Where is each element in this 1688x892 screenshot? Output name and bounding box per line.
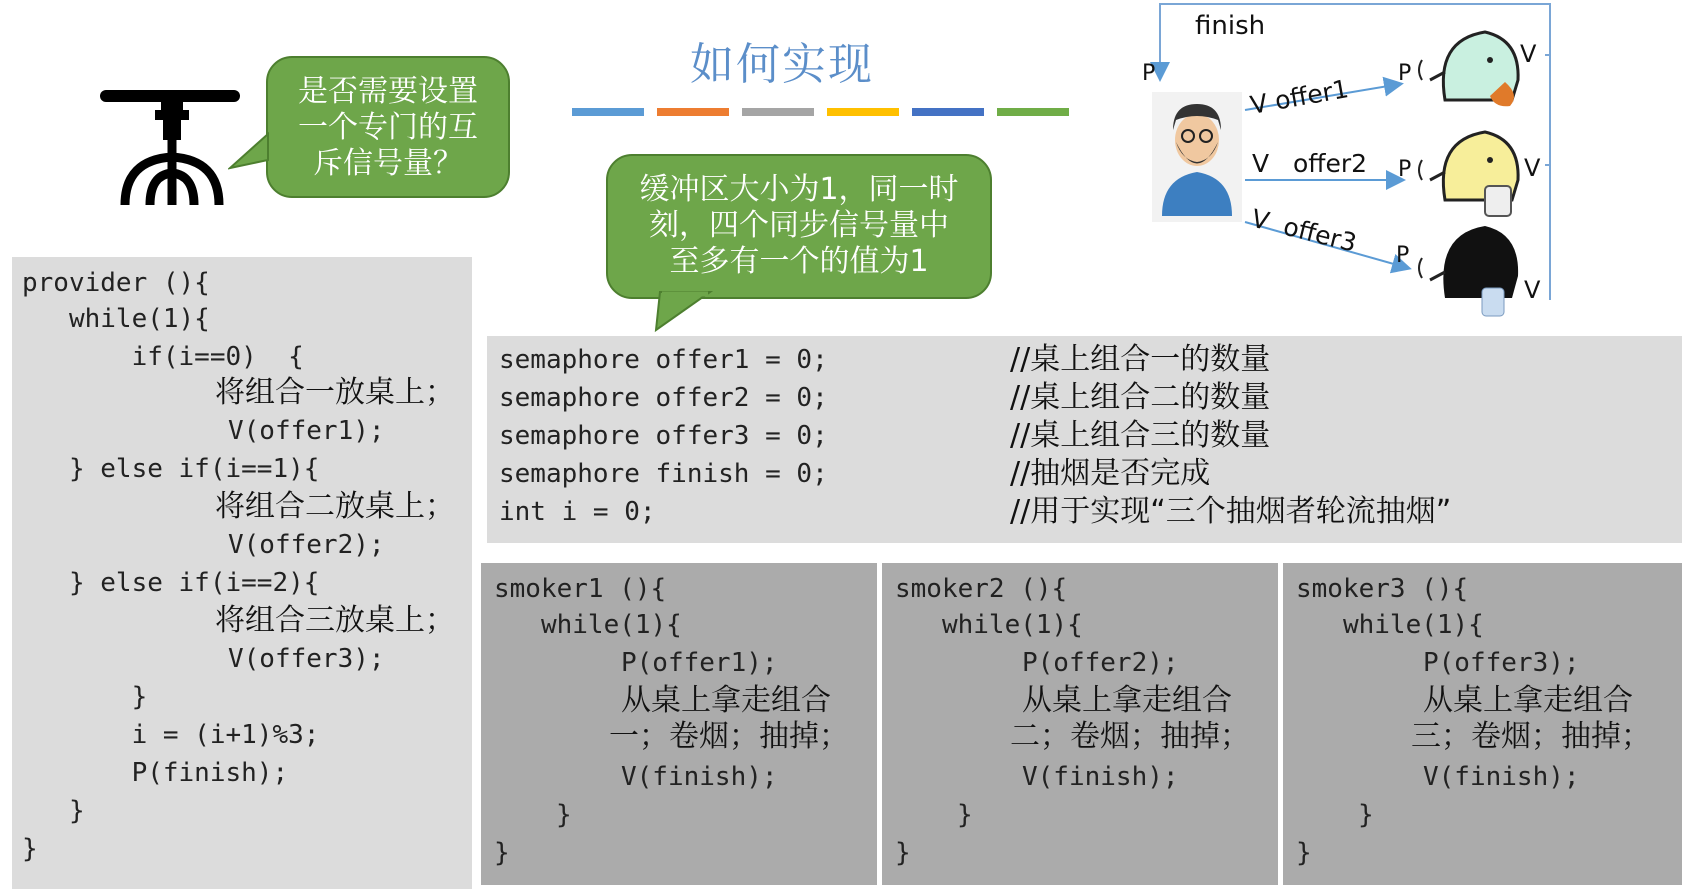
color-band-2 [657,108,729,116]
code-line: V(finish); [621,762,778,792]
bubble-tail [650,290,720,334]
code-line: while(1){ [494,610,682,640]
decl-code: int i = 0; [499,497,656,527]
code-line: P(offer3); [1423,648,1580,678]
offer3-label: V offer3 [1248,203,1360,258]
code-line: while(1){ [1296,610,1484,640]
color-band-4 [827,108,899,116]
bubble-line: 缓冲区大小为1，同一时 [639,172,959,207]
smoker1-code-block [481,563,877,885]
provider-icon [1152,92,1242,222]
p-label: P [1142,61,1156,86]
code-line: } [22,796,85,826]
code-line: P(offer2); [1022,648,1179,678]
code-line: while(1){ [22,304,210,334]
decl-comment: //桌上组合一的数量 [1010,342,1271,377]
code-line: V(finish); [1423,762,1580,792]
code-line: 将组合二放桌上； [215,489,455,524]
code-line: P(finish); [22,758,289,788]
code-line: } [494,838,510,868]
code-line: smoker1 (){ [494,574,667,604]
smoker2-code-block [882,563,1278,885]
code-line: } [957,800,973,830]
v-label: V [1524,276,1541,304]
code-line: 将组合三放桌上； [215,603,455,638]
code-line: } else if(i==1){ [22,454,320,484]
code-line: provider (){ [22,268,210,298]
code-line: smoker2 (){ [895,574,1068,604]
page-title: 如何实现 [690,39,874,90]
code-line: 将组合一放桌上； [215,375,455,410]
p-label: P [1396,243,1410,268]
smoker3-icon [1419,226,1518,316]
code-line: 二；卷烟；抽掉； [1010,719,1250,754]
smoker1-icon [1419,32,1518,106]
decl-comment: //桌上组合二的数量 [1010,380,1271,415]
decl-comment: //抽烟是否完成 [1010,456,1211,491]
code-line: 从桌上拿走组合 [1423,683,1633,718]
offer1-label: V offer1 [1248,74,1351,120]
p-label: P [1398,157,1412,182]
code-line: V(finish); [1022,762,1179,792]
color-band-6 [997,108,1069,116]
decl-code: semaphore offer3 = 0; [499,421,828,451]
bubble-line: 至多有一个的值为1 [669,244,929,279]
table-icon [95,85,250,210]
v-label: V [1524,154,1541,182]
code-line: if(i==0) { [22,342,304,372]
code-line: smoker3 (){ [1296,574,1469,604]
code-line: } else if(i==2){ [22,568,320,598]
decl-code: semaphore finish = 0; [499,459,828,489]
code-line: } [22,834,38,864]
code-line: } [22,682,148,712]
code-line: 从桌上拿走组合 [621,683,831,718]
code-line: 三；卷烟；抽掉； [1411,719,1651,754]
p-label: P [1398,61,1412,86]
decl-code: semaphore offer2 = 0; [499,383,828,413]
bubble-tail [228,130,272,180]
mutex-question-bubble [266,56,510,198]
code-line: V(offer3); [228,644,385,674]
offer2-label: V offer2 [1252,149,1368,178]
smoker-sync-diagram [1100,0,1688,340]
code-line: i = (i+1)%3; [22,720,320,750]
code-line: } [895,838,911,868]
semaphore-declarations [487,336,1682,543]
color-band-3 [742,108,814,116]
code-line: 从桌上拿走组合 [1022,683,1232,718]
finish-label: finish [1195,11,1266,41]
decl-code: semaphore offer1 = 0; [499,345,828,375]
code-line: P(offer1); [621,648,778,678]
decl-comment: //桌上组合三的数量 [1010,418,1271,453]
code-line: 一；卷烟；抽掉； [609,719,849,754]
code-line: } [1296,838,1312,868]
code-line: } [1358,800,1374,830]
provider-code-block [12,257,472,889]
code-line: V(offer1); [228,416,385,446]
buffer-size-bubble [606,154,992,299]
bubble-line: 一个专门的互 [298,110,478,145]
bubble-line: 刻，四个同步信号量中 [649,208,949,243]
color-band-1 [572,108,644,116]
v-label: V [1520,40,1537,68]
code-line: while(1){ [895,610,1083,640]
bubble-line: 斥信号量？ [313,146,463,181]
code-line: } [556,800,572,830]
bubble-line: 是否需要设置 [298,74,478,109]
code-line: V(offer2); [228,530,385,560]
smoker3-code-block [1283,563,1682,885]
decl-comment: //用于实现“三个抽烟者轮流抽烟” [1010,494,1452,529]
smoker2-icon [1419,132,1518,216]
color-band-5 [912,108,984,116]
